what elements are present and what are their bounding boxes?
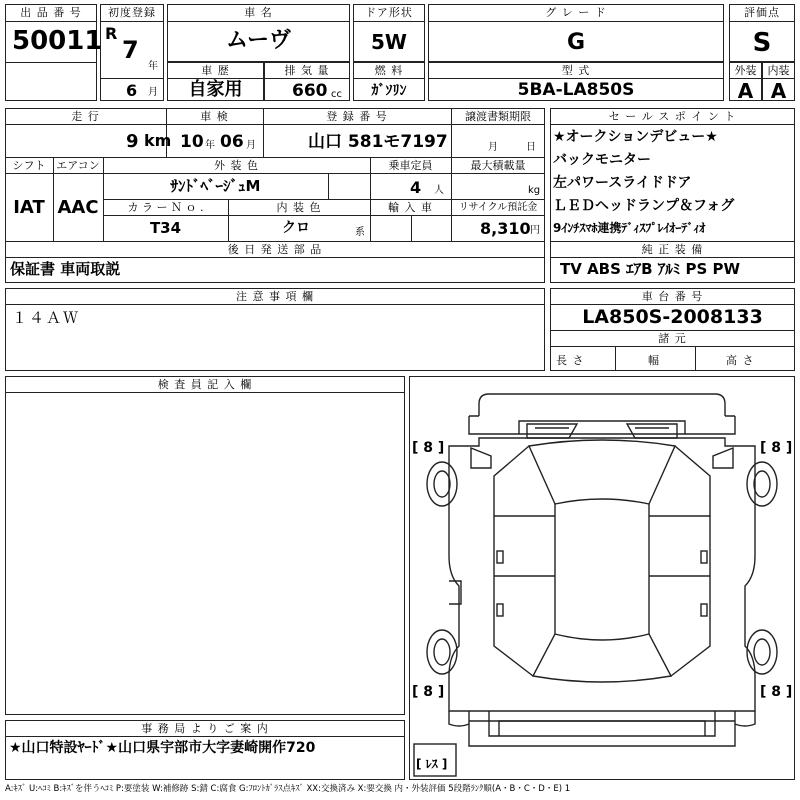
recycle-deposit: 8,310: [480, 219, 531, 238]
aircon: AAC: [57, 197, 99, 218]
transfer-day-unit: 日: [526, 142, 536, 153]
max-load-unit: kg: [528, 185, 541, 196]
width-label: 幅: [648, 354, 660, 367]
tire-front-right: [ 8 ]: [760, 440, 793, 456]
car-diagram: [409, 376, 795, 780]
sales-point-item: ＬＥＤヘッドランプ＆フォグ: [553, 198, 735, 214]
recycle-unit: 円: [530, 225, 540, 236]
score: S: [752, 28, 772, 58]
chassis-label: 車 台 番 号: [641, 290, 704, 303]
color: ｻﾝﾄﾞﾍﾞｰｼﾞｭM: [170, 177, 261, 195]
equipment-label: 純 正 装 備: [641, 243, 704, 256]
interior-color: クロ: [282, 220, 310, 236]
year-unit: 年: [148, 61, 158, 72]
inspection-month: 06: [220, 132, 244, 152]
displacement-unit: cc: [331, 89, 342, 100]
fuel-type: ｶﾞｿﾘﾝ: [371, 83, 407, 99]
interior-label: 内装: [767, 64, 790, 77]
tire-rear-left: [ 8 ]: [412, 684, 445, 700]
chassis-number: LA850S-2008133: [582, 306, 763, 328]
notes: １４ＡＷ: [12, 309, 81, 327]
sales-points-label: セ ー ル ス ポ イ ン ト: [608, 110, 737, 123]
first-registration-month: 6: [126, 81, 138, 100]
history-label: 車 歴: [201, 64, 230, 77]
specs-label: 諸 元: [658, 332, 687, 345]
registration-number: 山口 581モ7197: [308, 132, 448, 152]
month-unit: 月: [148, 87, 158, 98]
aircon-label: エアコン: [56, 159, 100, 172]
max-load-label: 最大積載量: [470, 159, 526, 172]
mileage: 9: [126, 131, 139, 152]
spare-tire: [ ﾚｽ ]: [416, 757, 448, 771]
grade-label: グ レ ー ド: [545, 6, 607, 19]
model-code: 5BA-LA850S: [517, 80, 635, 100]
interior-score: A: [770, 79, 787, 103]
first-registration-label: 初度登録: [108, 6, 156, 19]
sales-point-item: 左パワースライドドア: [553, 175, 692, 191]
capacity-label: 乗車定員: [388, 159, 433, 172]
lot-number-label: 出 品 番 号: [20, 6, 82, 19]
interior-color-unit: 系: [355, 227, 365, 238]
later-items: 保証書 車両取説: [10, 260, 121, 278]
equipment: TV ABS ｴｱB ｱﾙﾐ PS PW: [560, 260, 741, 278]
lot-number: 50011: [12, 26, 103, 56]
sales-point-item: 9ｲﾝﾁｽﾏﾎ連携ﾃﾞｨｽﾌﾟﾚｲｵｰﾃﾞｨｵ: [553, 221, 706, 235]
vehicle-history: 自家用: [188, 79, 243, 100]
transfer-deadline-label: 譲渡書類期限: [465, 110, 531, 123]
score-label: 評価点: [744, 6, 780, 19]
color-label: 外 装 色: [214, 159, 259, 172]
interior-color-label: 内 装 色: [276, 201, 322, 214]
inspector-box: [5, 376, 405, 715]
length-label: 長 さ: [556, 354, 585, 367]
inspection-year: 10: [180, 132, 204, 152]
notes-label: 注 意 事 項 欄: [236, 290, 314, 303]
damage-legend: A:ｷｽﾞ U:ﾍｺﾐ B:ｷｽﾞを伴うﾍｺﾐ P:要塗装 W:補修跡 S:錆 C:腐食 G:ﾌﾛﾝﾄｶﾞﾗｽ点ｷｽﾞ XX:交換済み X:要交換 内・外装評価 5段階ﾗﾝｸ順(A・B・C・D・E) 1: [5, 784, 571, 794]
tire-rear-right: [ 8 ]: [760, 684, 793, 700]
inspection-label: 車 検: [200, 110, 229, 123]
tire-front-left: [ 8 ]: [412, 440, 445, 456]
mileage-unit: km: [144, 131, 172, 150]
inspector-label: 検 査 員 記 入 欄: [157, 378, 253, 391]
displacement: 660: [292, 81, 328, 101]
fuel-label: 燃 料: [374, 64, 404, 77]
import-label: 輸 入 車: [388, 201, 433, 214]
era: R: [105, 24, 118, 43]
registration-number-label: 登 録 番 号: [326, 110, 388, 123]
office-label: 事 務 局 よ り ご 案 内: [141, 722, 269, 735]
displacement-label: 排 気 量: [284, 64, 330, 77]
transfer-month-unit: 月: [488, 142, 498, 153]
color-number: T34: [149, 219, 182, 237]
color-number-label: カ ラ ー Ｎ ｏ .: [127, 201, 204, 214]
office-notice: ★山口特設ﾔｰﾄﾞ★山口県宇部市大字妻崎開作720: [9, 740, 316, 756]
exterior-label: 外装: [734, 64, 757, 77]
door-label: ドア形状: [365, 6, 413, 19]
shift: IAT: [13, 197, 45, 218]
grade: G: [566, 30, 586, 55]
exterior-score: A: [737, 79, 754, 103]
mileage-label: 走 行: [71, 110, 100, 123]
inspection-month-unit: 月: [246, 140, 256, 151]
model-label: 型 式: [561, 64, 591, 77]
first-registration-year: 7: [122, 36, 139, 64]
capacity: 4: [410, 178, 422, 197]
sales-point-item: バックモニター: [553, 152, 651, 168]
height-label: 高 さ: [726, 354, 755, 367]
capacity-unit: 人: [434, 185, 444, 196]
car-name-label: 車 名: [244, 6, 273, 19]
sales-point-item: ★オークションデビュー★: [553, 129, 718, 145]
later-items-label: 後 日 発 送 部 品: [227, 243, 323, 256]
recycle-label: リサイクル預託金: [458, 202, 538, 213]
shift-label: シフト: [12, 159, 46, 172]
inspection-year-unit: 年: [205, 140, 215, 151]
door-type: 5W: [371, 30, 407, 54]
car-name: ムーヴ: [226, 28, 291, 53]
